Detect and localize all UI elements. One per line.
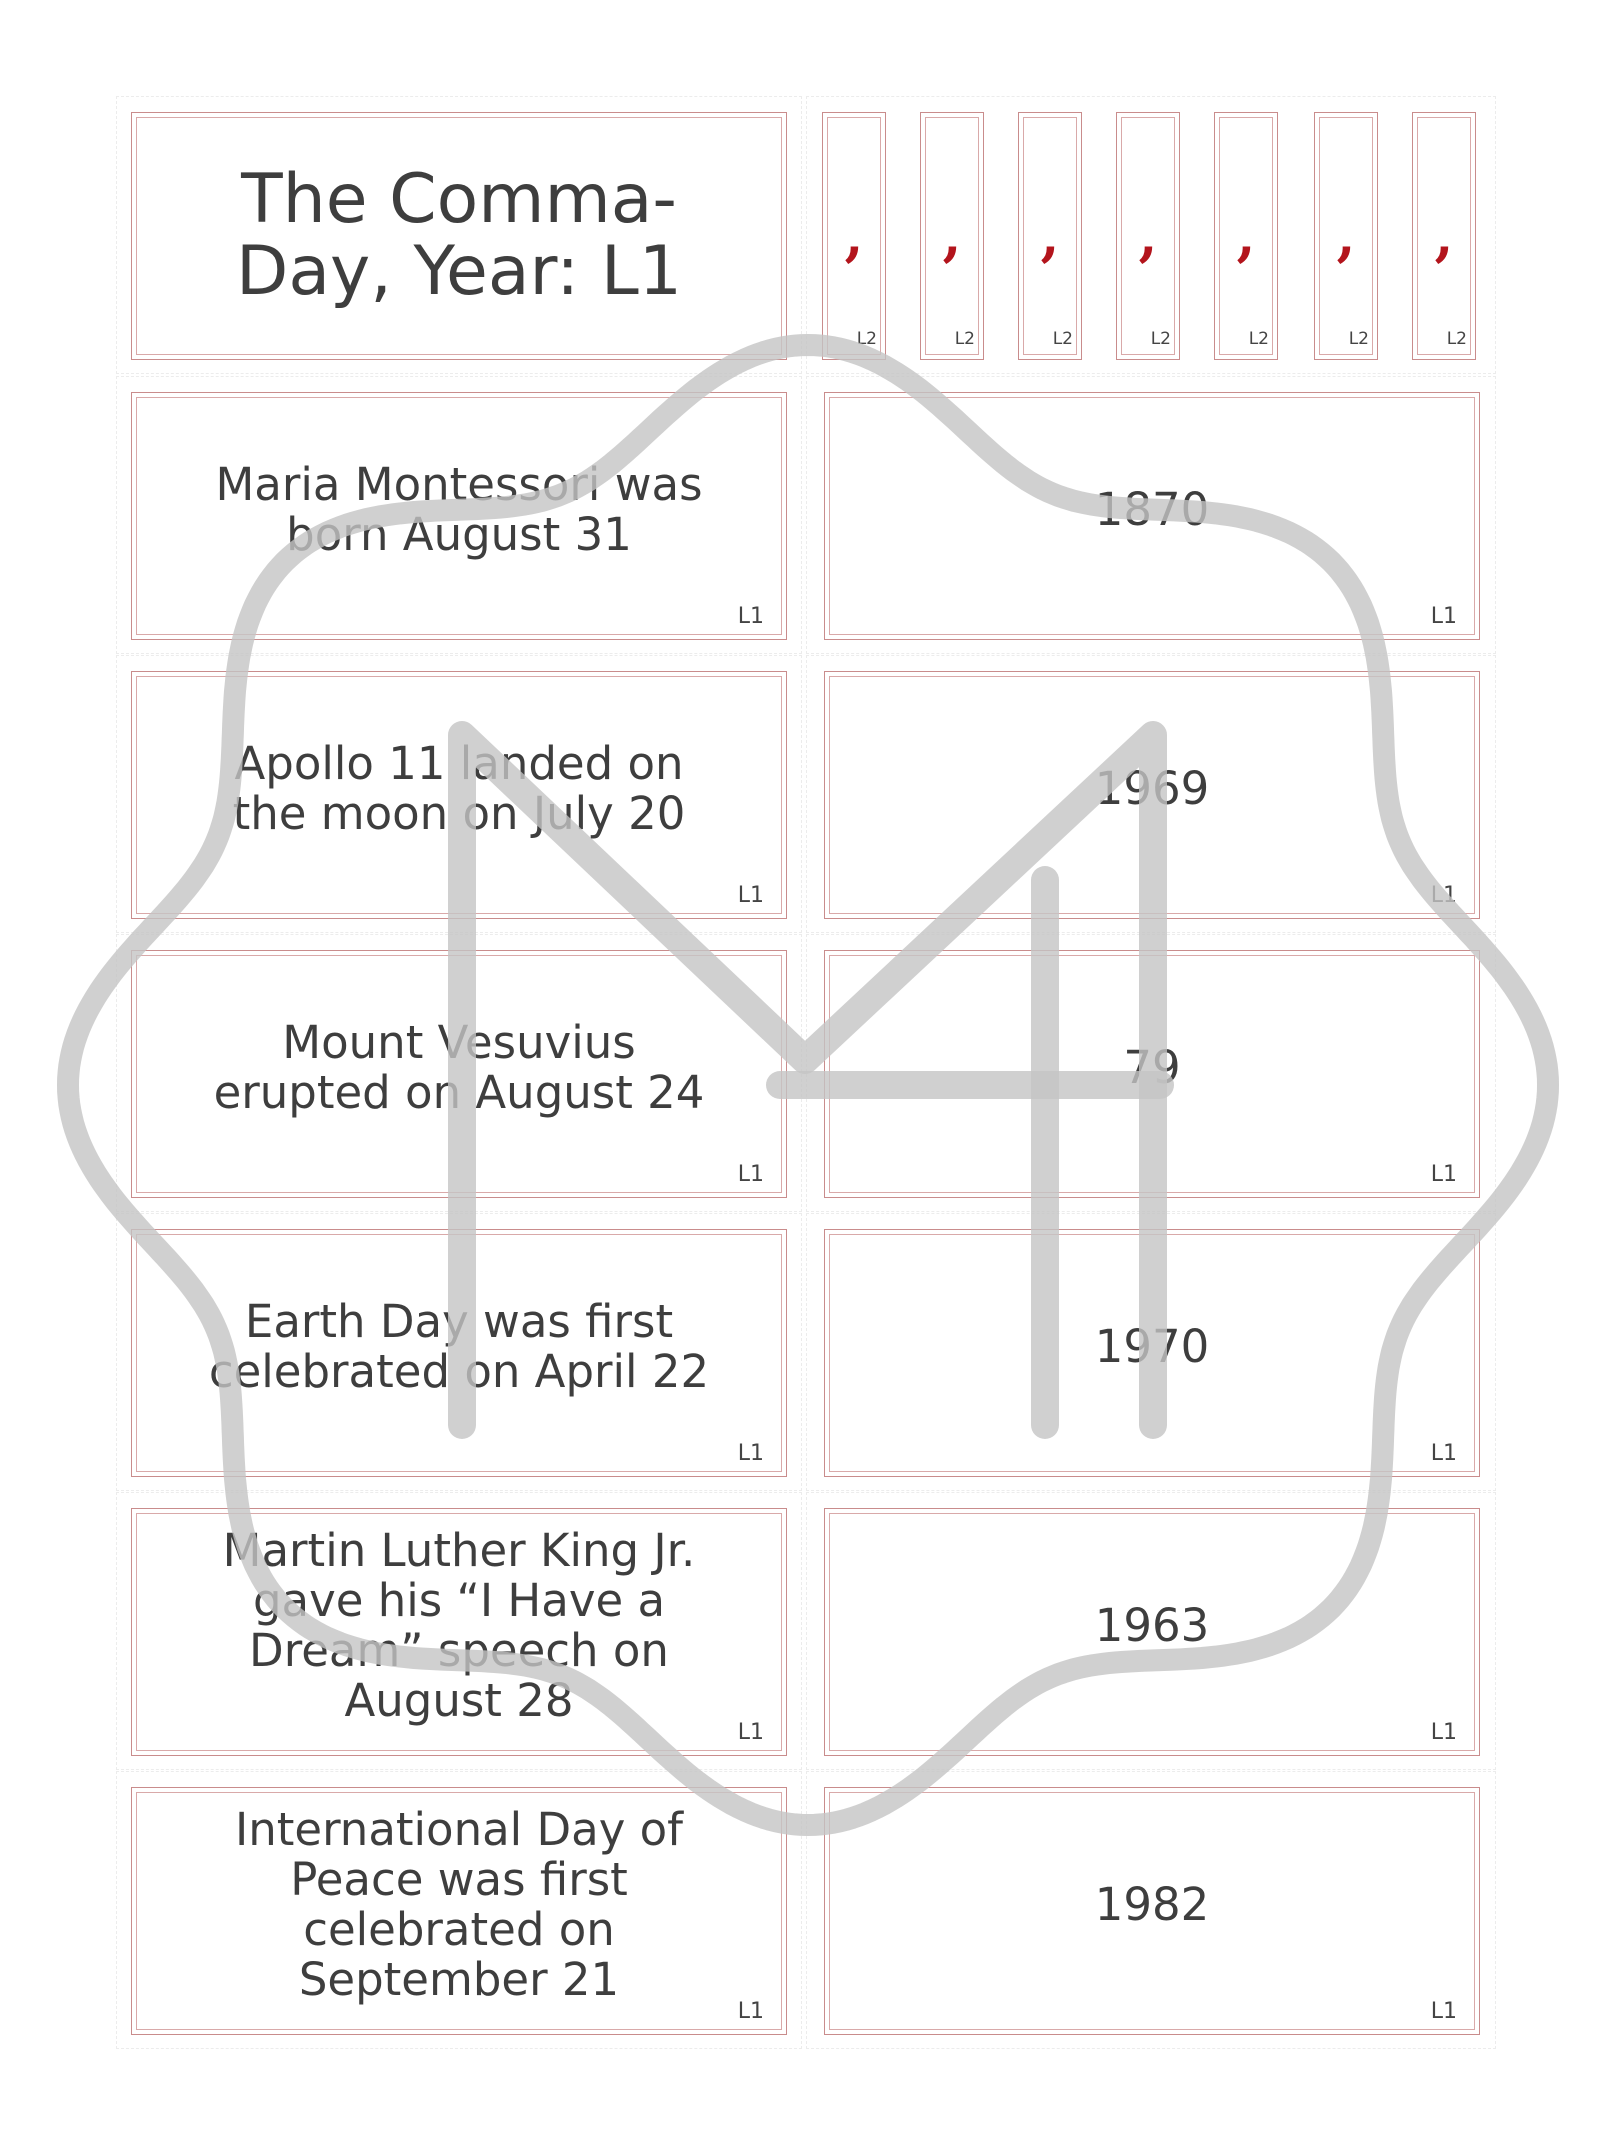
title-card [131, 112, 787, 360]
event-card [131, 950, 787, 1198]
event-text: Apollo 11 landed on the moon on July 20 [232, 737, 686, 840]
event-text: Maria Montessori was born August 31 [215, 458, 703, 561]
level-label: L1 [1430, 604, 1457, 629]
year-card [824, 392, 1480, 640]
comma-glyph: , [1336, 204, 1356, 268]
year-card [824, 1229, 1480, 1477]
event-text: Mount Vesuvius erupted on August 24 [213, 1016, 705, 1119]
comma-glyph: , [1040, 204, 1060, 268]
level-label: L1 [737, 1999, 764, 2024]
comma-card [1018, 112, 1082, 360]
year-card [824, 671, 1480, 919]
comma-glyph: , [1434, 204, 1454, 268]
comma-glyph: , [1236, 204, 1256, 268]
title-text: The Comma- Day, Year: L1 [236, 160, 682, 311]
level-label: L1 [1430, 1441, 1457, 1466]
year-card [824, 1787, 1480, 2035]
level-label: L2 [856, 329, 877, 349]
level-label: L1 [737, 883, 764, 908]
year-text: 1969 [1094, 762, 1210, 815]
comma-card [1214, 112, 1278, 360]
event-card [131, 1787, 787, 2035]
comma-card [822, 112, 886, 360]
level-label: L1 [1430, 1720, 1457, 1745]
comma-card [1412, 112, 1476, 360]
event-card [131, 392, 787, 640]
event-text: Earth Day was first celebrated on April 22 [208, 1295, 710, 1398]
year-text: 79 [1123, 1041, 1181, 1094]
event-text: Martin Luther King Jr. gave his “I Have a Dream” speech on August 28 [222, 1524, 696, 1727]
level-label: L1 [1430, 1999, 1457, 2024]
level-label: L1 [1430, 883, 1457, 908]
level-label: L2 [954, 329, 975, 349]
event-text: International Day of Peace was first celebrated on September 21 [234, 1803, 684, 2006]
year-text: 1870 [1094, 483, 1210, 536]
comma-glyph: , [844, 204, 864, 268]
level-label: L1 [737, 1720, 764, 1745]
level-label: L2 [1052, 329, 1073, 349]
year-text: 1982 [1094, 1878, 1210, 1931]
comma-card [1314, 112, 1378, 360]
level-label: L1 [737, 1162, 764, 1187]
event-card [131, 671, 787, 919]
level-label: L1 [1430, 1162, 1457, 1187]
year-card [824, 1508, 1480, 1756]
comma-card [1116, 112, 1180, 360]
comma-glyph: , [942, 204, 962, 268]
event-card [131, 1508, 787, 1756]
year-card [824, 950, 1480, 1198]
level-label: L2 [1446, 329, 1467, 349]
level-label: L1 [737, 1441, 764, 1466]
year-text: 1963 [1094, 1599, 1210, 1652]
comma-glyph: , [1138, 204, 1158, 268]
level-label: L2 [1150, 329, 1171, 349]
level-label: L2 [1248, 329, 1269, 349]
comma-card [920, 112, 984, 360]
year-text: 1970 [1094, 1320, 1210, 1373]
level-label: L1 [737, 604, 764, 629]
level-label: L2 [1348, 329, 1369, 349]
event-card [131, 1229, 787, 1477]
